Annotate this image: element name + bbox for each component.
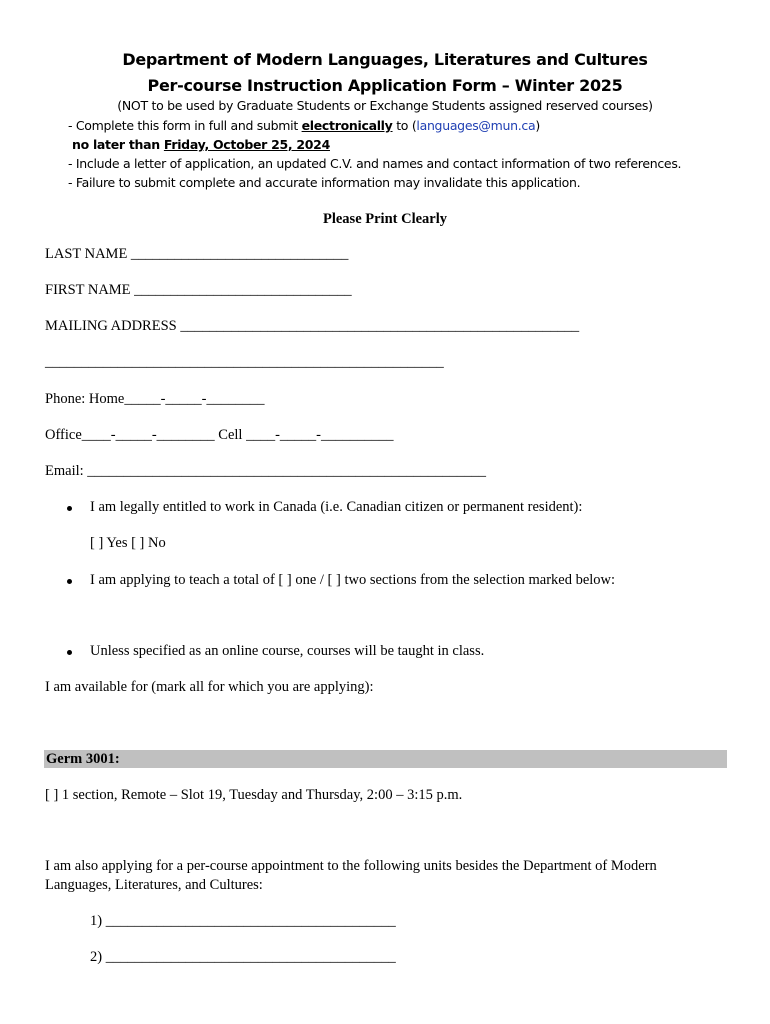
bullet-sections-dot [67, 579, 72, 584]
other-units-intro-line1: I am also applying for a per-course appointment to the following units besides the Department of Modern [45, 858, 657, 874]
instruction-submit-electronically [68, 118, 540, 133]
deadline-date: Friday, October 25, 2024 [163, 137, 330, 152]
course-code-label: Germ 3001: [46, 751, 120, 767]
email-field[interactable]: Email: _______________________________________________________ [45, 463, 487, 479]
instruction-deadline [72, 137, 330, 152]
course-section-header [44, 750, 727, 768]
other-units-intro-line2: Languages, Literatures, and Cultures: [45, 877, 263, 893]
online-course-note: Unless specified as an online course, courses will be taught in class. [90, 643, 485, 659]
instruction-electronically-emphasis: electronically [301, 118, 393, 133]
office-cell-phone-field[interactable]: Office____-_____-________ Cell ____-_____-__________ [45, 427, 394, 443]
bullet-legal-dot [67, 506, 72, 511]
other-unit-field-2[interactable]: 2) ________________________________________ [90, 949, 396, 965]
instruction-include-documents: - Include a letter of application, an updated C.V. and names and contact information of two references. [68, 156, 682, 171]
phone-home-field[interactable]: Phone: Home_____-_____-________ [45, 391, 265, 407]
first-name-field[interactable]: FIRST NAME ______________________________ [45, 282, 352, 298]
mailing-address-field[interactable]: MAILING ADDRESS _______________________________________________________ [45, 318, 580, 334]
instruction-submit-post: ) [535, 118, 540, 133]
last-name-field[interactable]: LAST NAME ______________________________ [45, 246, 349, 262]
sections-count-statement[interactable]: I am applying to teach a total of [ ] one / [ ] two sections from the selection marked below: [90, 572, 616, 588]
instruction-submit-pre: - Complete this form in full and submit [68, 118, 302, 133]
other-unit-field-1[interactable]: 1) ________________________________________ [90, 913, 396, 929]
yes-no-checkbox-option[interactable]: [ ] Yes [ ] No [90, 535, 166, 551]
please-print-clearly-heading: Please Print Clearly [322, 211, 447, 227]
instruction-failure-warning: - Failure to submit complete and accurate information may invalidate this application. [68, 175, 581, 190]
form-title-winter-2025: Per-course Instruction Application Form – Winter 2025 [147, 76, 623, 95]
form-subtitle-restriction: (NOT to be used by Graduate Students or Exchange Students assigned reserved courses) [117, 98, 653, 113]
instruction-submit-mid: to ( [392, 118, 417, 133]
form-title-department: Department of Modern Languages, Literatures and Cultures [122, 50, 648, 69]
languages-email-link[interactable]: languages@mun.ca [416, 118, 536, 133]
course-option-checkbox[interactable]: [ ] 1 section, Remote – Slot 19, Tuesday and Thursday, 2:00 – 3:15 p.m. [45, 787, 463, 803]
mailing-address-line-2[interactable]: _______________________________________________________ [45, 354, 444, 370]
bullet-online-dot [67, 650, 72, 655]
legal-entitlement-statement: I am legally entitled to work in Canada (i.e. Canadian citizen or permanent resident): [90, 499, 583, 515]
deadline-pre-text: no later than [72, 137, 164, 152]
availability-intro: I am available for (mark all for which you are applying): [45, 679, 374, 695]
